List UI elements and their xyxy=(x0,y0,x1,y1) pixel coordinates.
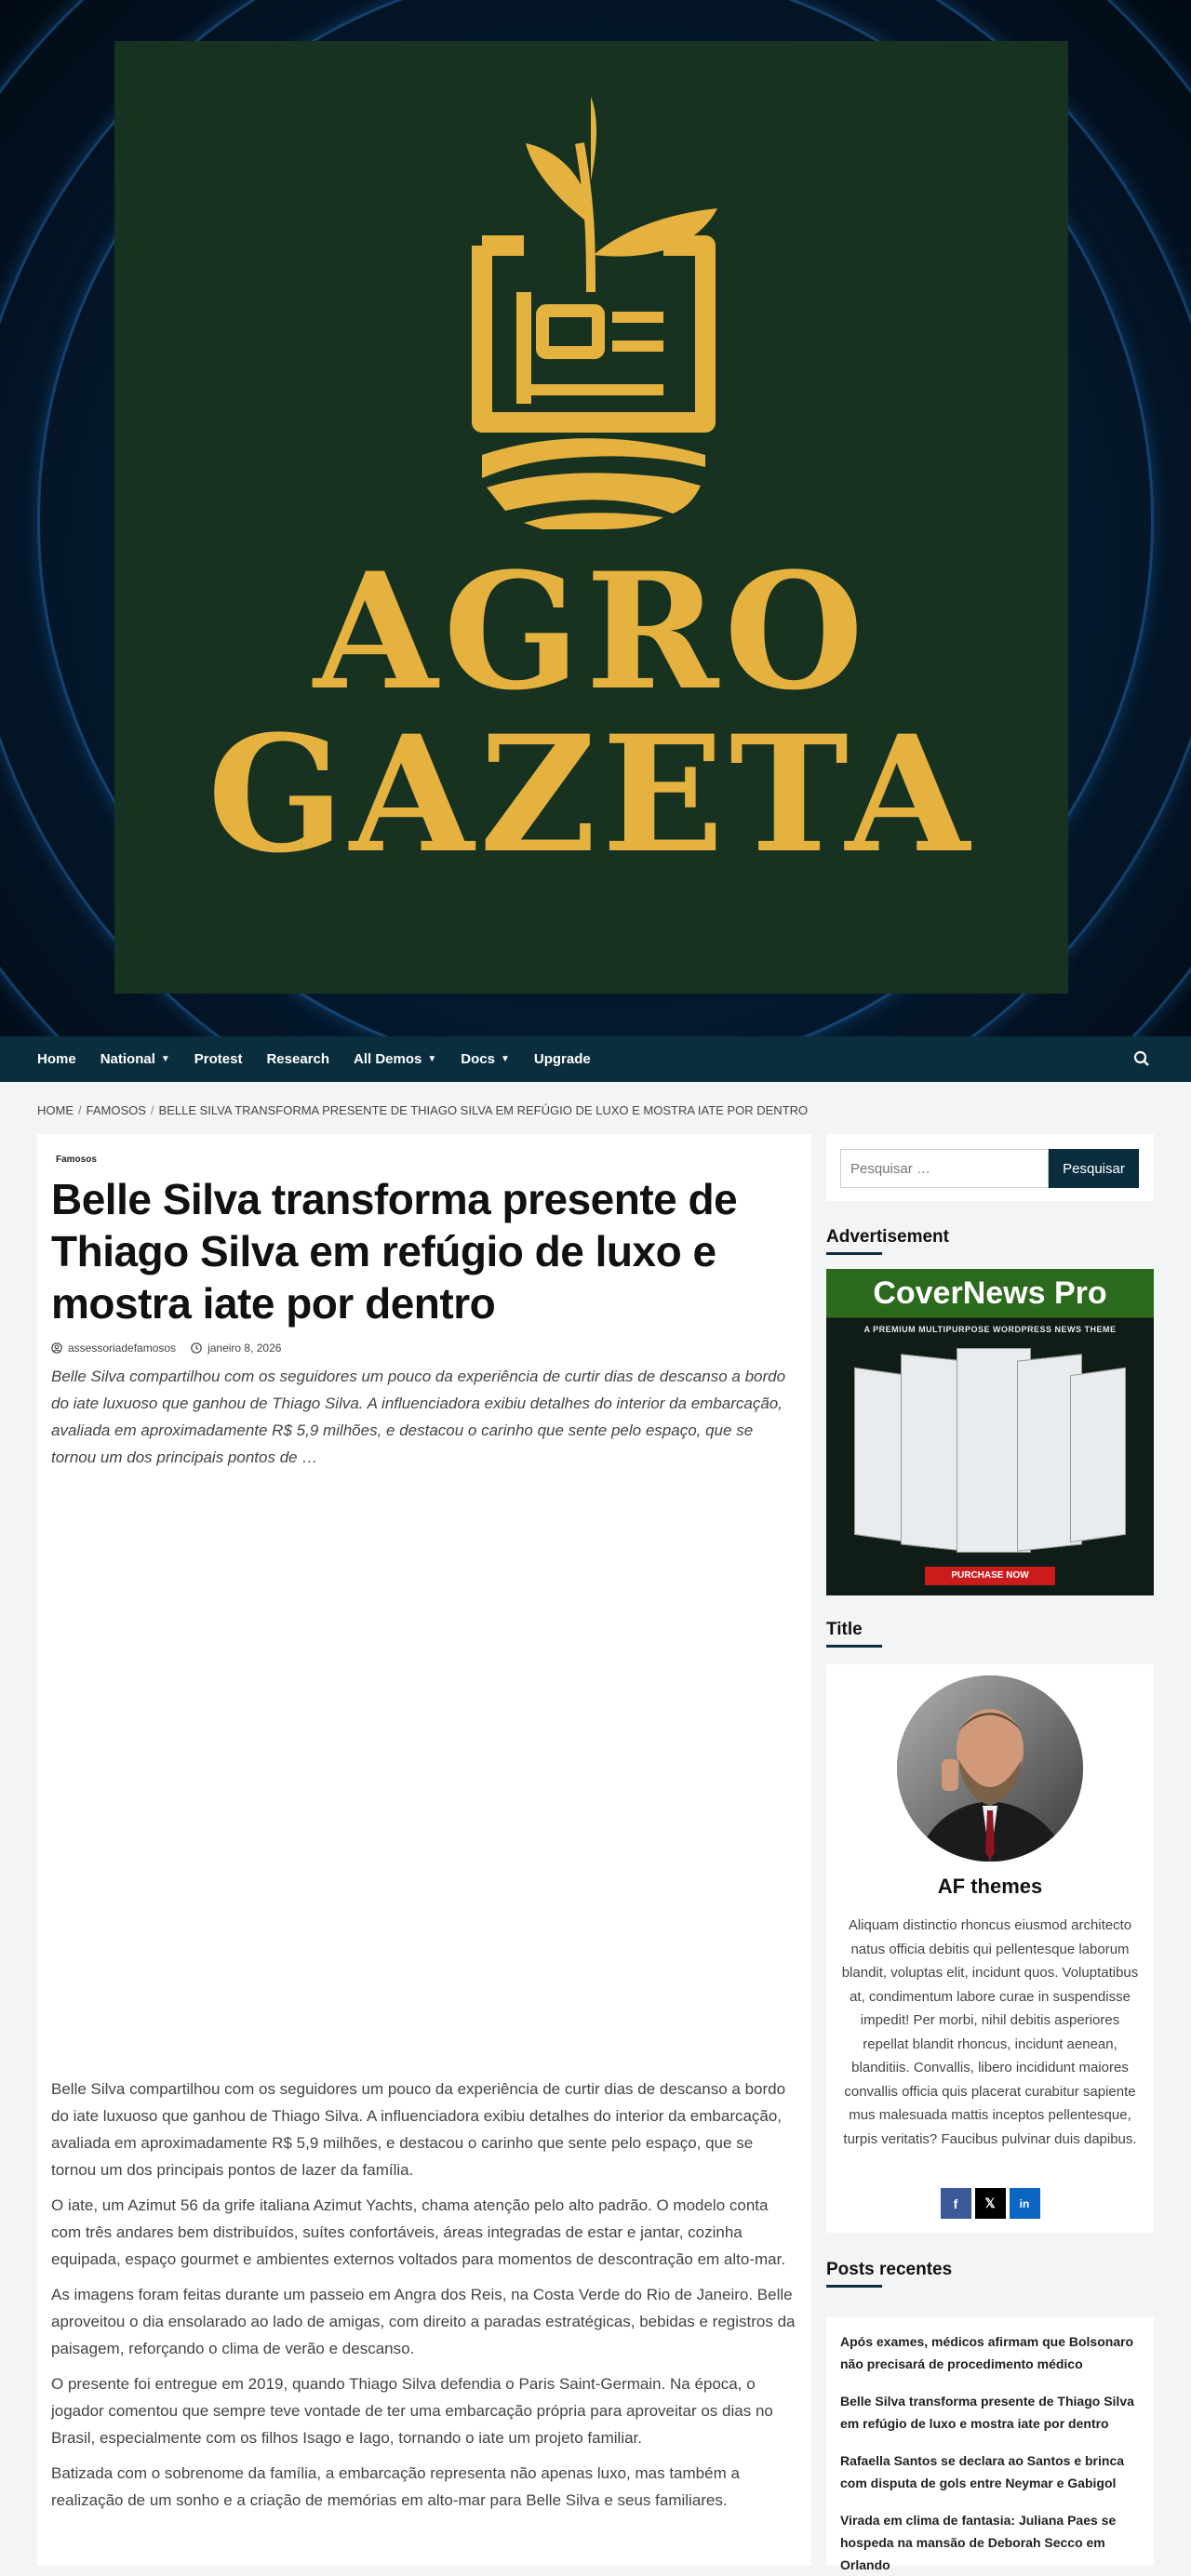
logo-line-2: GAZETA xyxy=(207,700,976,888)
social-links xyxy=(826,2188,1154,2219)
breadcrumb xyxy=(37,1103,808,1117)
header-banner xyxy=(0,0,1191,1036)
advertisement-heading: Advertisement xyxy=(826,1227,949,1247)
nav-label: Upgrade xyxy=(533,1051,591,1067)
nav-item-docs[interactable] xyxy=(461,1051,510,1067)
nav-item-all-demos[interactable] xyxy=(354,1051,436,1067)
author-widget-heading: Title xyxy=(826,1620,863,1639)
x-icon[interactable]: 𝕏 xyxy=(975,2188,1006,2219)
article-paragraph: As imagens foram feitas durante um passeio em Angra dos Reis, na Costa Verde do Rio de Janeiro. Belle aproveitou o dia ensolarado ao lado de amigas, com direito a paradas estratégicas, bebidas e registros da paisagem, reforçando o clima de verão e descanso. xyxy=(51,2286,796,2357)
facebook-icon[interactable]: f xyxy=(941,2188,971,2219)
nav-item-protest[interactable] xyxy=(194,1051,243,1067)
search-input[interactable] xyxy=(840,1149,1049,1188)
article-author[interactable]: assessoriadefamosos xyxy=(68,1341,177,1355)
recent-posts-widget xyxy=(826,2317,1154,2572)
author-name: AF themes xyxy=(937,1875,1043,1898)
article-paragraph: Belle Silva compartilhou com os seguidores um pouco da experiência de curtir dias de descanso a bordo do iate luxuoso que ganhou de Thiago Silva. A influenciadora exibiu detalhes do interior da embarcação, avaliada em aproximadamente R$ 5,9 milhões, e destacou o carinho que sente pelo espaço, que se tornou um dos principais pontos de lazer da família. xyxy=(51,2080,786,2179)
linkedin-icon[interactable]: in xyxy=(1010,2188,1040,2219)
author-widget xyxy=(826,1664,1154,2233)
breadcrumb-current: BELLE SILVA TRANSFORMA PRESENTE DE THIAGO SILVA EM REFÚGIO DE LUXO E MOSTRA IATE POR DENTRO xyxy=(158,1103,809,1117)
breadcrumb-separator: / xyxy=(78,1103,82,1117)
search-widget xyxy=(826,1134,1154,1201)
article-title: Belle Silva transforma presente de Thiago Silva em refúgio de luxo e mostra iate por dentro xyxy=(51,1175,738,1328)
nav-label: Research xyxy=(266,1051,330,1067)
recent-post-link[interactable]: Belle Silva transforma presente de Thiago Silva em refúgio de luxo e mostra iate por dentro xyxy=(840,2394,1134,2431)
article-date: janeiro 8, 2026 xyxy=(207,1341,282,1355)
article-paragraph: O presente foi entregue em 2019, quando Thiago Silva defendia o Paris Saint-Germain. Na época, o jogador comentou que sempre teve vontade de ter uma embarcação própria para aproveitar os dias no Brasil, especialmente com os filhos Isago e Iago, tornando o iate um projeto familiar. xyxy=(51,2375,773,2447)
chevron-down-icon: ▼ xyxy=(160,1054,170,1064)
search-button[interactable]: Pesquisar xyxy=(1049,1149,1139,1188)
nav-item-upgrade[interactable] xyxy=(534,1051,591,1067)
avatar xyxy=(897,1675,1083,1862)
article xyxy=(37,1134,811,2566)
avatar-photo xyxy=(897,1675,1083,1862)
ad-headline: CoverNews Pro xyxy=(873,1275,1107,1311)
article-excerpt: Belle Silva compartilhou com os seguidores um pouco da experiência de curtir dias de descanso a bordo do iate luxuoso que ganhou de Thiago Silva. A influenciadora exibiu detalhes do interior da embarcação, avaliada em aproximadamente R$ 5,9 milhões, e destacou o carinho que sente pelo espaço, que se tornou um dos principais pontos de … xyxy=(51,1368,786,1466)
recent-post-link[interactable]: Após exames, médicos afirmam que Bolsonaro não precisará de procedimento médico xyxy=(840,2334,1134,2371)
recent-post-link[interactable]: Virada em clima de fantasia: Juliana Paes se hospeda na mansão de Deborah Secco em Orlando xyxy=(840,2513,1117,2572)
ad-subline: A PREMIUM MULTIPURPOSE WORDPRESS NEWS THEME xyxy=(863,1325,1117,1334)
site-logo[interactable] xyxy=(114,41,1068,994)
main-nav xyxy=(0,1036,1191,1082)
nav-item-research[interactable] xyxy=(266,1051,329,1067)
nav-label: National xyxy=(100,1051,155,1067)
category-tag[interactable]: Famosos xyxy=(56,1155,97,1165)
advertisement-banner[interactable] xyxy=(826,1269,1154,1595)
recent-posts-heading: Posts recentes xyxy=(826,2260,953,2279)
breadcrumb-category[interactable]: FAMOSOS xyxy=(86,1103,146,1117)
search-icon[interactable] xyxy=(1133,1050,1150,1067)
nav-item-national[interactable] xyxy=(100,1051,170,1067)
article-paragraph: Batizada com o sobrenome da família, a embarcação representa não apenas luxo, mas também a realização de um sonho e a criação de memórias em alto-mar para Belle Silva e seus familiares. xyxy=(51,2464,740,2509)
logo-line-1: AGRO xyxy=(313,537,870,726)
user-icon xyxy=(51,1342,62,1354)
ad-screenshot xyxy=(1070,1368,1126,1542)
nav-item-home[interactable] xyxy=(37,1051,76,1067)
author-description: Aliquam distinctio rhoncus eiusmod architecto natus officia debitis qui pellentesque laborum blandit, voluptas elit, incidunt quos. Voluptatibus at, condimentum labore curae in suspendisse impedit! Per morbi, nihil debitis asperiores repellat blandit rhoncus, incidunt aenean, blanditiis. Convallis, libero incididunt maiores convallis officia quis placerat curabitur sapiente mus malesuada mattis inceptos pellentesque, turpis veritatis? Faucibus pulvinar duis dapibus. xyxy=(841,1917,1139,2147)
recent-post-link[interactable]: Rafaella Santos se declara ao Santos e brinca com disputa de gols entre Neymar e Gabigol xyxy=(840,2453,1125,2490)
article-paragraph: O iate, um Azimut 56 da grife italiana Azimut Yachts, chama atenção pelo alto padrão. O modelo conta com três andares bem distribuídos, suítes confortáveis, áreas integradas de estar e jantar, cozinha equipada, espaço gourmet e ambientes externos voltados para momentos de descontração em alto-mar. xyxy=(51,2196,786,2268)
ad-purchase-button[interactable]: PURCHASE NOW xyxy=(925,1567,1055,1585)
nav-label: All Demos xyxy=(354,1051,422,1067)
chevron-down-icon: ▼ xyxy=(500,1054,510,1064)
nav-label: Protest xyxy=(194,1051,243,1067)
article-body xyxy=(51,2075,796,2522)
breadcrumb-separator: / xyxy=(150,1103,154,1117)
nav-label: Docs xyxy=(461,1051,495,1067)
clock-icon xyxy=(191,1342,202,1354)
chevron-down-icon: ▼ xyxy=(427,1054,437,1064)
breadcrumb-home[interactable]: HOME xyxy=(37,1103,74,1117)
nav-label: Home xyxy=(37,1051,76,1067)
article-meta xyxy=(51,1341,281,1355)
